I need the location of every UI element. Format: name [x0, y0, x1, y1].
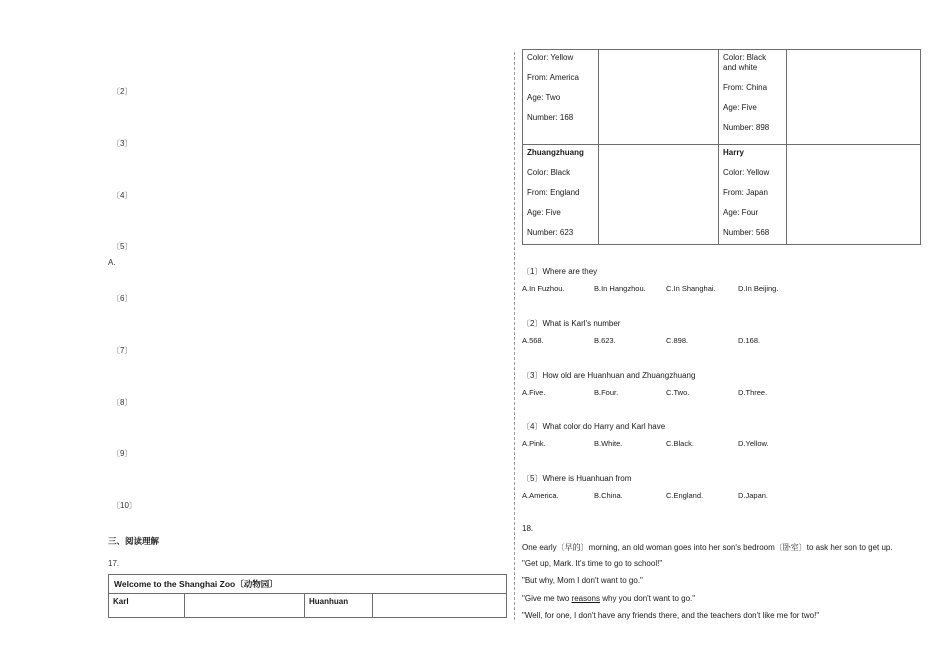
table-blank-cell-1: [599, 50, 719, 145]
blank-number-2: 〔2〕: [112, 87, 133, 96]
karl-age: Age: Two: [527, 93, 561, 102]
question-1: 〔1〕Where are they: [522, 267, 598, 276]
huanhuan-color: Color: Black and white: [723, 53, 767, 72]
question-number-17: 17.: [108, 559, 120, 568]
harry-name: Harry: [723, 148, 744, 157]
harry-number: Number: 568: [723, 228, 770, 237]
blank-number-10: 〔10〕: [112, 501, 137, 510]
harry-age: Age: Four: [723, 208, 759, 217]
zhuangzhuang-from: From: England: [527, 188, 580, 197]
q2-option-a[interactable]: A.568.: [522, 336, 544, 345]
question-number-18: 18.: [522, 524, 534, 533]
zhuangzhuang-age: Age: Five: [527, 208, 561, 217]
table-header-karl: Karl: [109, 594, 185, 618]
q1-option-d[interactable]: D.In Beijing.: [738, 284, 779, 293]
q3-option-c[interactable]: C.Two.: [666, 388, 690, 397]
zoo-table-continued: [522, 49, 921, 245]
table-header-blank-1: [185, 594, 305, 618]
blank-number-5: 〔5〕: [112, 242, 133, 251]
karl-color: Color: Yellow: [527, 53, 574, 62]
zhuangzhuang-details: [523, 145, 599, 245]
question-3: 〔3〕How old are Huanhuan and Zhuangzhuang: [522, 371, 696, 380]
question-4: 〔4〕What color do Harry and Karl have: [522, 422, 666, 431]
q3-option-d[interactable]: D.Three.: [738, 388, 768, 397]
table-blank-cell-4: [787, 145, 921, 245]
huanhuan-number: Number: 898: [723, 123, 770, 132]
q4-option-b[interactable]: B.White.: [594, 439, 623, 448]
q1-option-b[interactable]: B.In Hangzhou.: [594, 284, 646, 293]
question-5: 〔5〕Where is Huanhuan from: [522, 474, 632, 483]
huanhuan-age: Age: Five: [723, 103, 757, 112]
harry-from: From: Japan: [723, 188, 768, 197]
story-line-4-after: why you don't want to go.": [600, 594, 696, 603]
blank-number-3: 〔3〕: [112, 139, 133, 148]
blank-number-7: 〔7〕: [112, 346, 133, 355]
table-header-blank-2: [373, 594, 507, 618]
story-line-1: One early〔早的〕morning, an old woman goes into her son's bedroom〔卧室〕to ask her son to get up.: [522, 543, 893, 552]
q2-option-d[interactable]: D.168.: [738, 336, 761, 345]
column-divider: [514, 52, 515, 620]
karl-from: From: America: [527, 73, 580, 82]
q5-option-c[interactable]: C.England.: [666, 491, 704, 500]
q1-option-a[interactable]: A.In Fuzhou.: [522, 284, 565, 293]
q1-option-c[interactable]: C.In Shanghai.: [666, 284, 716, 293]
harry-color: Color: Yellow: [723, 168, 770, 177]
q4-option-d[interactable]: D.Yellow.: [738, 439, 769, 448]
zoo-table-top: [108, 574, 507, 618]
q5-option-b[interactable]: B.China.: [594, 491, 623, 500]
q2-option-c[interactable]: C.898.: [666, 336, 689, 345]
blank-number-6: 〔6〕: [112, 294, 133, 303]
table-header-huanhuan: Huanhuan: [305, 594, 373, 618]
story-keyword-reasons: reasons: [571, 594, 600, 603]
q5-option-d[interactable]: D.Japan.: [738, 491, 769, 500]
q2-option-b[interactable]: B.623.: [594, 336, 616, 345]
karl-number: Number: 168: [527, 113, 574, 122]
huanhuan-details: [719, 50, 787, 145]
harry-details: [719, 145, 787, 245]
story-line-5: "Well, for one, I don't have any friends there, and the teachers don't like me for two!": [522, 611, 820, 620]
q3-option-a[interactable]: A.Five.: [522, 388, 546, 397]
zhuangzhuang-number: Number: 623: [527, 228, 574, 237]
blank-number-8: 〔8〕: [112, 398, 133, 407]
q4-option-a[interactable]: A.Pink.: [522, 439, 546, 448]
story-line-4: [522, 594, 695, 603]
question-2: 〔2〕What is Karl's number: [522, 319, 621, 328]
section-title-reading: 三、阅读理解: [108, 536, 160, 546]
story-line-3: "But why, Mom I don't want to go.": [522, 576, 643, 585]
huanhuan-from: From: China: [723, 83, 768, 92]
answer-label-a: A.: [108, 258, 116, 267]
zhuangzhuang-name: Zhuangzhuang: [527, 148, 584, 157]
zhuangzhuang-color: Color: Black: [527, 168, 571, 177]
table-blank-cell-3: [599, 145, 719, 245]
zoo-table-title: Welcome to the Shanghai Zoo〔动物园〕: [109, 575, 507, 594]
story-line-4-before: "Give me two: [522, 594, 572, 603]
blank-number-4: 〔4〕: [112, 191, 133, 200]
q4-option-c[interactable]: C.Black.: [666, 439, 694, 448]
story-line-2: "Get up, Mark. It's time to go to school!": [522, 559, 663, 568]
blank-number-9: 〔9〕: [112, 449, 133, 458]
karl-details: [523, 50, 599, 145]
table-blank-cell-2: [787, 50, 921, 145]
q3-option-b[interactable]: B.Four.: [594, 388, 619, 397]
q5-option-a[interactable]: A.America.: [522, 491, 559, 500]
